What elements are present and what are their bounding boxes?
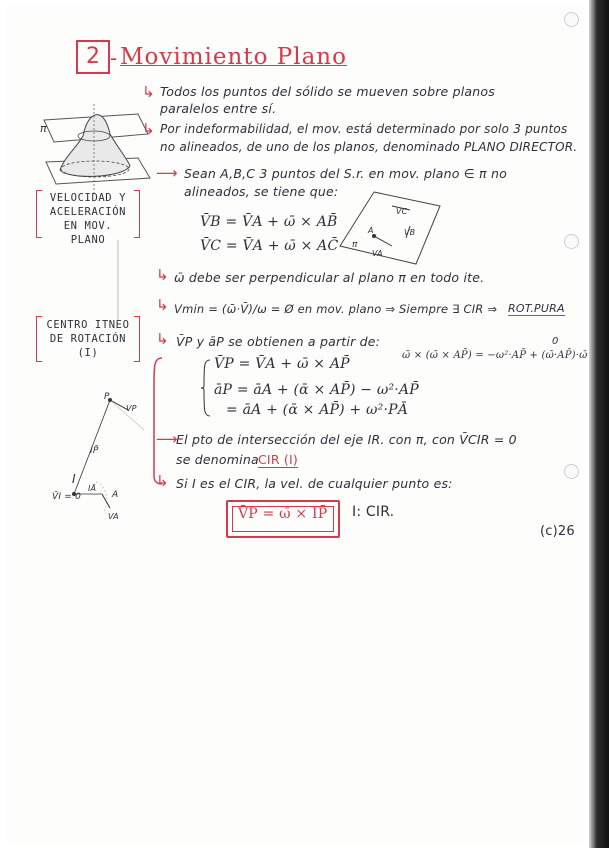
box-bracket-right bbox=[134, 190, 140, 238]
fig-label-ip: IP̄ bbox=[90, 446, 99, 456]
fig-label-p: P bbox=[104, 392, 110, 402]
cir-bracket-left bbox=[36, 316, 42, 362]
intersection-line-1: El pto de intersección del eje IR. con π, con V̄CIR = 0 bbox=[176, 432, 517, 447]
label-vb: VB bbox=[404, 228, 416, 237]
box-cir-line1: CENTRO ITNEO bbox=[46, 319, 130, 331]
intro-line-4: no alineados, de uno de los planos, denominado PLANO DIRECTOR. bbox=[160, 140, 578, 154]
intro-line-1: Todos los puntos del sólido se mueven sobre planos bbox=[160, 84, 495, 99]
cir-intro: V̄P y āP se obtienen a partir de: bbox=[176, 334, 381, 349]
bullet-arrow-4: ↳ bbox=[156, 266, 169, 284]
intersection-line-2: se denomina bbox=[176, 452, 259, 467]
omega-note: ω̄ debe ser perpendicular al plano π en todo ite. bbox=[174, 270, 485, 285]
punch-hole-bottom bbox=[564, 464, 579, 479]
eq-vc: V̄C = V̄A + ω̄ × AC̄ bbox=[200, 238, 339, 254]
box-velocidad-line2: ACELERACIÓN bbox=[49, 206, 127, 218]
box-bracket-left bbox=[36, 190, 42, 238]
intro-line-3: Por indeformabilidad, el mov. está determinado por solo 3 puntos bbox=[160, 122, 568, 136]
vertical-divider bbox=[116, 240, 120, 320]
eq-ap-2: = āA + (ᾱ × AP̄) + ω²·PĀ bbox=[226, 402, 409, 418]
cir-label: CIR (I) bbox=[258, 452, 298, 467]
final-note: I: CIR. bbox=[352, 504, 395, 520]
final-equation: V̄P = ω̄ × IP̄ bbox=[238, 506, 328, 522]
fig-label-vi: V̄I = 0 bbox=[52, 492, 81, 502]
box-velocidad-line1: VELOCIDAD Y bbox=[49, 192, 127, 204]
sean-text-2: alineados, se tiene que: bbox=[184, 184, 339, 199]
fig-label-i: I bbox=[72, 472, 76, 486]
binder-edge bbox=[589, 0, 609, 848]
label-va: VA bbox=[372, 249, 383, 258]
section-number: 2 bbox=[76, 40, 110, 74]
title-dash: - bbox=[110, 46, 118, 70]
eq-vb: V̄B = V̄A + ω̄ × AB̄ bbox=[200, 214, 338, 230]
side-equation: ω̄ × (ω̄ × AP̄) = −ω²·AP̄ + (ω̄·AP̄)·ω̄ bbox=[402, 350, 588, 361]
punch-hole-top bbox=[564, 12, 579, 27]
bullet-arrow-3: ⟶ bbox=[156, 164, 178, 182]
fig-label-va: VA bbox=[108, 512, 119, 521]
label-a: A bbox=[368, 226, 374, 235]
fig-label-a: A bbox=[112, 490, 119, 500]
plane-points-figure bbox=[336, 188, 446, 268]
box-velocidad bbox=[44, 191, 132, 247]
rot-pura-label: ROT.PURA bbox=[508, 302, 565, 315]
cir-bracket-right bbox=[134, 316, 140, 362]
page-title: Movimiento Plano bbox=[120, 44, 347, 70]
fig-label-vp: VP bbox=[126, 404, 137, 413]
fig-label-ia: IĀ bbox=[88, 484, 97, 493]
page-number: (c)26 bbox=[540, 524, 575, 539]
plane-label-pi: π bbox=[40, 122, 47, 135]
label-vc: VC bbox=[396, 207, 408, 216]
sean-text-1: Sean A,B,C 3 puntos del S.r. en mov. plano ∈ π no bbox=[184, 166, 507, 181]
vmin-line: Vmin = (ω̄·V̄)/ω = Ø en mov. plano ⇒ Siempre ∃ CIR ⇒ bbox=[174, 302, 498, 316]
box-velocidad-line3: EN MOV. PLANO bbox=[63, 220, 113, 246]
eq-ap-1: āP = āA + (ᾱ × AP̄) − ω²·AP̄ bbox=[214, 382, 419, 398]
side-zero: 0 bbox=[552, 336, 559, 347]
bullet-arrow-2: ↳ bbox=[142, 120, 155, 138]
box-cir bbox=[44, 318, 132, 360]
bullet-arrow-5: ↳ bbox=[156, 296, 169, 314]
label-pi: π bbox=[352, 240, 358, 250]
intro-line-2: paralelos entre sí. bbox=[160, 101, 277, 116]
punch-hole-middle bbox=[564, 234, 579, 249]
bullet-arrow-6: ↳ bbox=[156, 330, 169, 348]
bullet-arrow-8: ↳ bbox=[156, 472, 169, 490]
bullet-arrow-1: ↳ bbox=[142, 83, 155, 101]
solid-on-plane-figure bbox=[28, 100, 153, 200]
eq-vp: V̄P = V̄A + ω̄ × AP̄ bbox=[214, 356, 350, 372]
box-cir-line3: (I) bbox=[77, 347, 99, 359]
cir-rule: Si I es el CIR, la vel. de cualquier punto es: bbox=[176, 476, 453, 491]
box-cir-line2: DE ROTACIÓN bbox=[49, 333, 127, 345]
equation-brace-inner bbox=[200, 358, 212, 418]
cir-diagram bbox=[44, 390, 154, 530]
bullet-arrow-7: ⟶ bbox=[156, 430, 178, 448]
